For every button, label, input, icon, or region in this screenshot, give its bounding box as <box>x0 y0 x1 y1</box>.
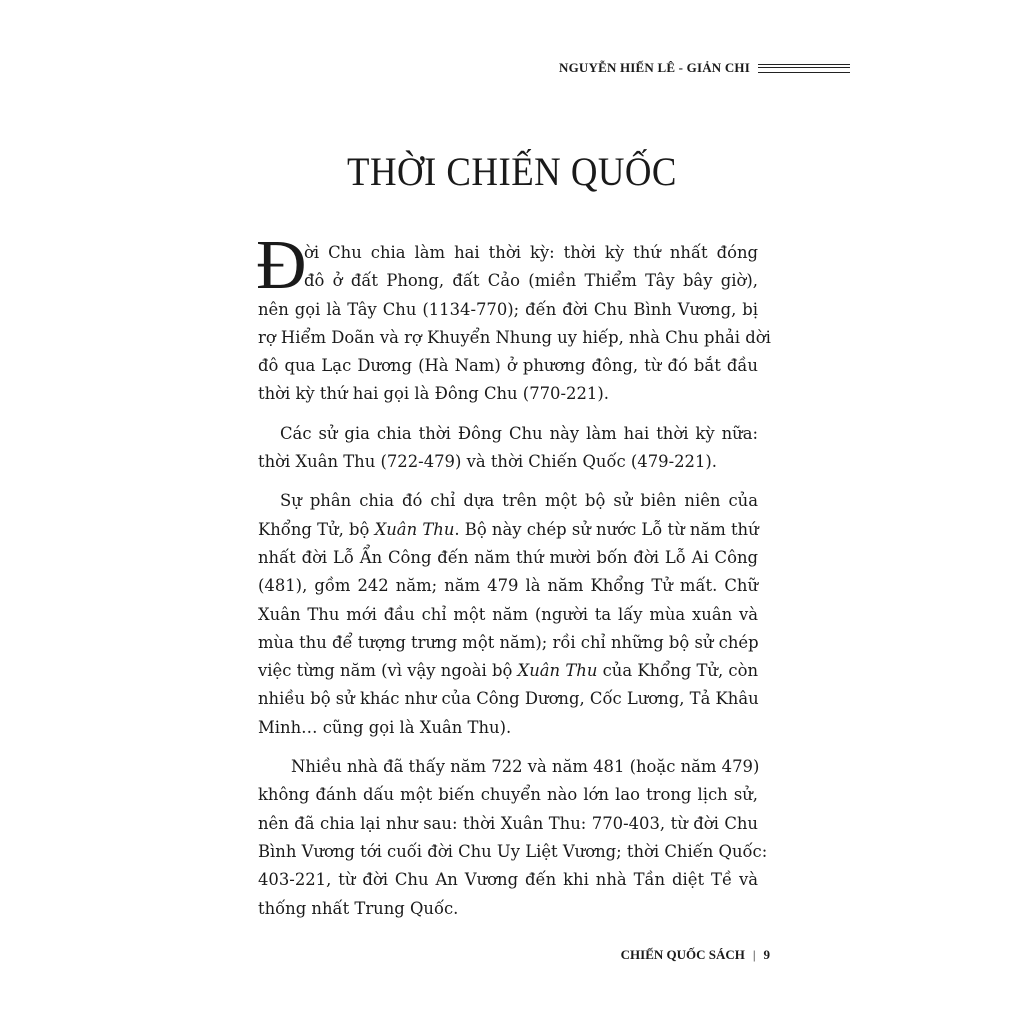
text-segment: 403-221, từ đời Chu An Vương đến khi nhà Tần diệt Tề và <box>258 870 758 890</box>
text-segment: ời Chu chia làm hai thời kỳ: thời kỳ thứ nhất đóng <box>304 243 758 262</box>
text-segment: thống nhất Trung Quốc. <box>258 898 459 918</box>
text-segment: thời kỳ thứ hai gọi là Đông Chu (770-221). <box>258 384 609 404</box>
italic-title-text: Xuân Thu <box>374 519 455 539</box>
text-segment: nên gọi là Tây Chu (1134-770); đến đời Chu Bình Vương, bị <box>258 299 758 319</box>
text-line <box>258 601 758 629</box>
text-line <box>258 267 758 295</box>
text-line <box>258 714 758 742</box>
text-line <box>258 324 771 352</box>
page-number: 9 <box>763 947 770 962</box>
text-line <box>258 810 758 838</box>
header-rule-lines <box>758 64 850 73</box>
text-segment: thời Xuân Thu (722-479) và thời Chiến Quốc (479-221). <box>258 452 718 472</box>
text-line <box>258 685 758 713</box>
text-line <box>258 296 758 324</box>
text-line <box>258 629 758 657</box>
text-line <box>258 838 768 866</box>
text-line <box>258 352 758 380</box>
text-line <box>258 239 758 267</box>
text-segment: Minh… cũng gọi là Xuân Thu). <box>258 717 512 737</box>
text-segment: Khổng Tử, bộ <box>258 519 375 539</box>
text-segment: Bình Vương tới cuối đời Chu Uy Liệt Vương; thời Chiến Quốc: <box>258 841 768 861</box>
text-line <box>258 448 758 476</box>
chapter-title: THỜI CHIẾN QUỐC <box>347 149 677 194</box>
text-line <box>258 544 758 572</box>
running-head-author: NGUYỄN HIẾN LÊ - GIẢN CHI <box>559 60 750 75</box>
chapter-body <box>256 227 771 934</box>
text-segment: rợ Hiểm Doãn và rợ Khuyển Nhung uy hiếp, nhà Chu phải dời <box>258 327 771 347</box>
paragraph <box>258 487 758 742</box>
text-segment: nhiều bộ sử khác như của Công Dương, Cốc Lương, Tả Khâu <box>258 689 759 709</box>
text-segment: nhất đời Lỗ Ẩn Công đến năm thứ mười bốn đời Lỗ Ai Công <box>258 547 758 567</box>
text-segment: đô qua Lạc Dương (Hà Nam) ở phương đông, từ đó bắt đầu <box>258 356 758 376</box>
paragraph <box>258 753 768 923</box>
italic-title-text: Xuân Thu <box>517 661 598 681</box>
paragraph <box>258 420 758 477</box>
drop-cap: Đ <box>256 227 307 304</box>
text-line <box>258 487 758 515</box>
text-segment: nên đã chia lại như sau: thời Xuân Thu: 770-403, từ đời Chu <box>258 813 758 833</box>
text-segment: đô ở đất Phong, đất Cảo (miền Thiểm Tây bây giờ), <box>304 271 758 291</box>
text-segment: không đánh dấu một biến chuyển nào lớn lao trong lịch sử, <box>258 785 758 805</box>
text-line <box>258 380 758 408</box>
text-line <box>258 420 758 448</box>
footer-separator: | <box>752 947 756 962</box>
text-segment: (481), gồm 242 năm; năm 479 là năm Khổng Tử mất. Chữ <box>258 576 758 596</box>
text-line <box>258 753 758 781</box>
text-line <box>258 657 758 685</box>
text-line <box>258 781 758 809</box>
text-segment: Xuân Thu mới đầu chỉ một năm (người ta lấy mùa xuân và <box>258 604 758 624</box>
running-footer <box>600 947 770 963</box>
text-line <box>258 866 758 894</box>
text-line <box>258 895 758 923</box>
text-line <box>258 516 758 544</box>
text-segment: của Khổng Tử, còn <box>597 661 759 681</box>
text-segment: Sự phân chia đó chỉ dựa trên một bộ sử biên niên của <box>280 491 758 511</box>
text-segment: Các sử gia chia thời Đông Chu này làm hai thời kỳ nữa: <box>280 423 758 443</box>
running-header <box>520 60 850 76</box>
text-segment: Nhiều nhà đã thấy năm 722 và năm 481 (hoặc năm 479) <box>291 757 760 777</box>
text-segment: mùa thu để tượng trưng một năm); rồi chỉ những bộ sử chép <box>258 632 759 652</box>
text-segment: . Bộ này chép sử nước Lỗ từ năm thứ <box>454 519 759 539</box>
text-line <box>258 572 758 600</box>
text-segment: việc từng năm (vì vậy ngoài bộ <box>258 661 518 681</box>
paragraph <box>256 227 771 409</box>
footer-book-title: CHIẾN QUỐC SÁCH <box>620 947 745 962</box>
